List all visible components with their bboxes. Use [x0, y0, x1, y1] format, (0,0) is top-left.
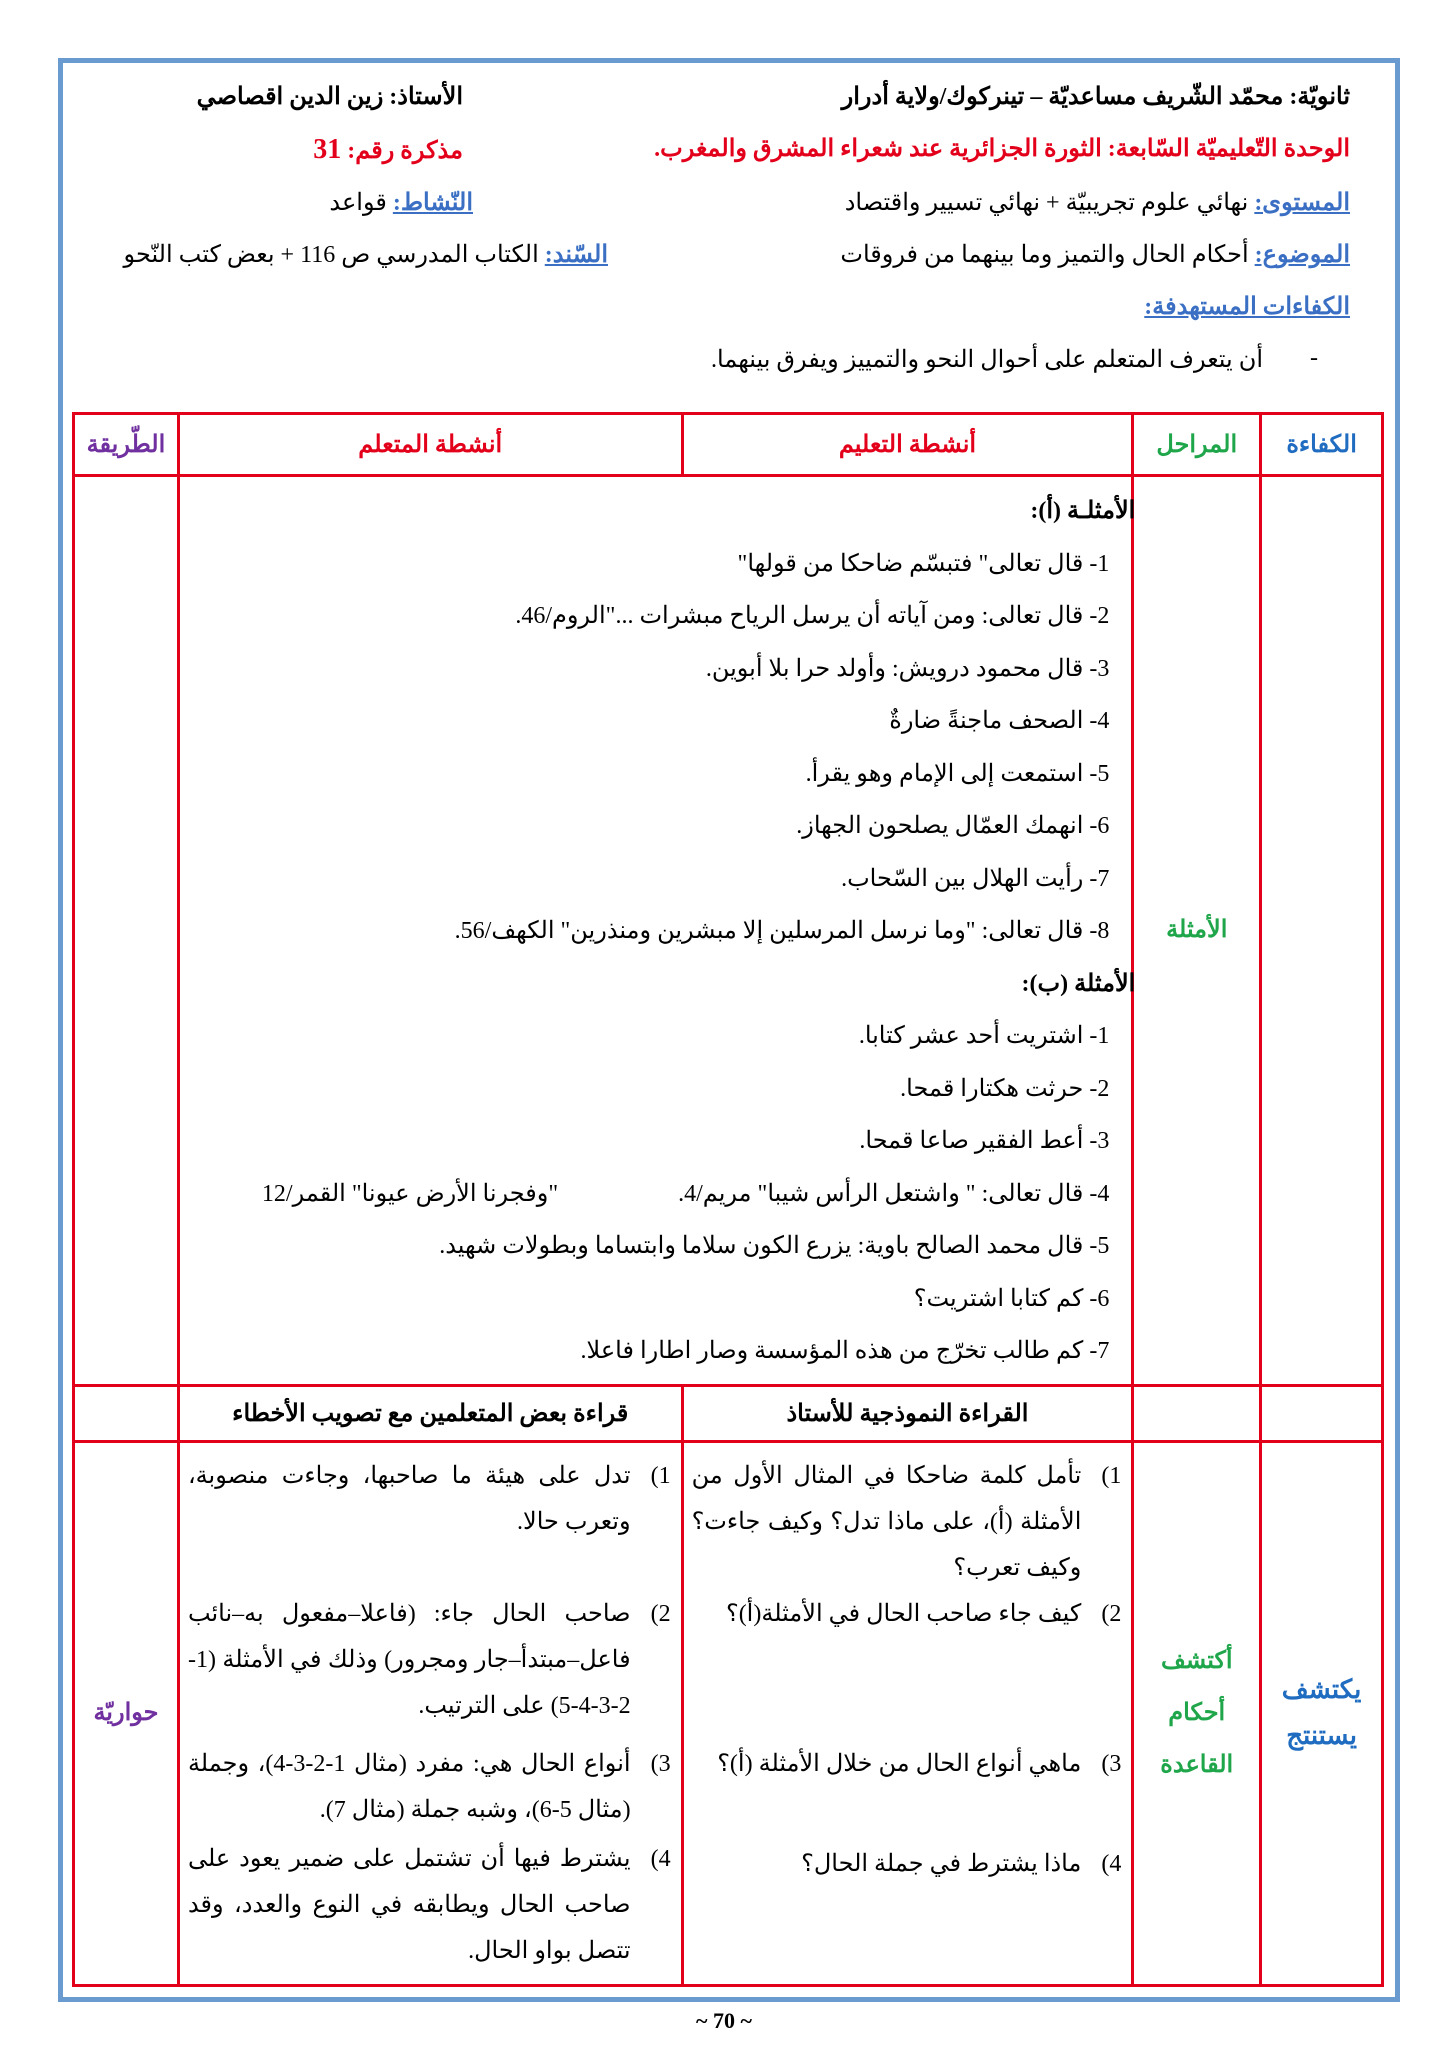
- answer-item: [188, 1591, 671, 1741]
- examples-a-title: الأمثلـة (أ):: [1030, 498, 1136, 524]
- answers-cell: [178, 1441, 682, 1985]
- example-text: 5- قال محمد الصالح باوية: يزرع الكون سلاما وابتساما وبطولات شهيد.: [439, 1233, 1110, 1259]
- example-text: 2- قال تعالى: ومن آياته أن يرسل الرياح مبشرات ..."الروم/46.: [515, 603, 1110, 629]
- question-item: [692, 1741, 1122, 1841]
- topic: [840, 240, 1350, 269]
- stage-examples: الأمثلة: [1133, 476, 1261, 1386]
- example-text: 1- اشتريت أحد عشر كتابا.: [858, 1023, 1110, 1049]
- example-item: [190, 905, 1109, 958]
- answer-item: [188, 1741, 671, 1836]
- example-item: [190, 853, 1109, 906]
- competencies-label: الكفاءات المستهدفة:: [1144, 294, 1350, 320]
- example-text: 7- رأيت الهلال بين السّحاب.: [841, 865, 1110, 892]
- competence-2: يستنتج: [1286, 1721, 1357, 1750]
- method-cell: حواريّة: [74, 1441, 179, 1985]
- answer-item: [188, 1836, 671, 1974]
- activity-value: قواعد: [329, 190, 387, 216]
- memo-value: 31: [313, 134, 342, 165]
- school-name: ثانويّة: محمّد الشّريف مساعديّة – تينركوك/ولاية أدرار: [841, 84, 1350, 110]
- page-number: ~ 70 ~: [696, 2008, 752, 2033]
- lesson-table: [72, 412, 1384, 1987]
- example-text: 1- قال تعالى" فتبسّم ضاحكا من قولها": [737, 550, 1110, 577]
- answer-text: تدل على هيئة ما صاحبها، وجاءت منصوبة، وتعرب حالا.: [187, 1462, 631, 1535]
- example-text: 2- حرثت هكتارا قمحا.: [900, 1075, 1110, 1102]
- example-item: [190, 1115, 1109, 1168]
- questions-cell: [682, 1441, 1133, 1985]
- question-item: [692, 1453, 1122, 1591]
- examples-cell: [178, 476, 1136, 1386]
- example-item: [190, 1168, 1109, 1221]
- example-text: 4- الصحف ماجنةً ضارةٌ: [889, 708, 1110, 734]
- competence-1: يكتشف: [1281, 1675, 1362, 1704]
- example-text: 5- استمعت إلى الإمام وهو يقرأ.: [805, 760, 1110, 787]
- learner-reading: قراءة بعض المتعلمين مع تصويب الأخطاء: [178, 1385, 682, 1441]
- examples-b-title: الأمثلة (ب):: [1021, 970, 1136, 997]
- example-text: 4- قال تعالى: " واشتعل الرأس شيبا" مريم/4.: [678, 1180, 1110, 1207]
- competency-text: أن يتعرف المتعلم على أحوال النحو والتمييز ويفرق بينهما.: [711, 347, 1263, 373]
- example-text: 3- أعط الفقير صاعا قمحا.: [859, 1128, 1110, 1154]
- example-text: 6- انهمك العمّال يصلحون الجهاز.: [796, 813, 1110, 839]
- reading-row: [74, 1385, 1383, 1441]
- question-number: 3): [1101, 1750, 1122, 1777]
- source-label: السّند:: [544, 242, 608, 268]
- stage-cell: [1133, 1441, 1261, 1985]
- question-item: [692, 1591, 1122, 1741]
- header-competence: الكفاءة: [1261, 414, 1383, 476]
- example-item: [190, 590, 1109, 643]
- example-extra: "وفجرنا الأرض عيونا" القمر/12: [261, 1180, 559, 1207]
- empty-cell: [1133, 1385, 1261, 1441]
- examples-row: [74, 476, 1383, 1386]
- answer-number: 2): [650, 1600, 671, 1627]
- question-item: [692, 1841, 1122, 1887]
- activity: [329, 188, 473, 217]
- example-item: [190, 1325, 1109, 1378]
- unit-title: الوحدة التّعليميّة السّابعة: الثورة الجزائرية عند شعراء المشرق والمغرب.: [654, 136, 1350, 162]
- question-number: 1): [1101, 1462, 1122, 1489]
- answer-text: صاحب الحال جاء: (فاعلا–مفعول به–نائب فاعل–مبتدأ–جار ومجرور) وذلك في الأمثلة (1-2-3-4-5) على الترتيب.: [187, 1600, 631, 1719]
- header-learner: أنشطة المتعلم: [178, 414, 682, 476]
- empty-cell: [1261, 476, 1383, 1386]
- header-stages: المراحل: [1133, 414, 1261, 476]
- teacher-reading: القراءة النموذجية للأستاذ: [682, 1385, 1133, 1441]
- example-item: [190, 695, 1109, 748]
- example-item: [190, 1063, 1109, 1116]
- example-item: [190, 1220, 1109, 1273]
- memo-number: [313, 134, 463, 166]
- example-text: 6- كم كتابا اشتريت؟: [913, 1285, 1110, 1312]
- example-text: 8- قال تعالى: "وما نرسل المرسلين إلا مبشرين ومنذرين" الكهف/56.: [454, 918, 1110, 944]
- header-method: الطّريقة: [74, 414, 179, 476]
- stage-2: أحكام: [1168, 1700, 1226, 1726]
- teacher-name: الأستاذ: زين الدين اقصاصي: [196, 84, 463, 110]
- empty-cell: [74, 476, 179, 1386]
- activity-label: النّشاط:: [392, 190, 473, 216]
- level: [845, 188, 1350, 217]
- stage-1: أكتشف: [1160, 1648, 1233, 1674]
- empty-cell: [74, 1385, 179, 1441]
- source: [124, 240, 608, 269]
- answer-text: أنواع الحال هي: مفرد (مثال 1-2-3-4)، وجملة (مثال 5-6)، وشبه جملة (مثال 7).: [187, 1750, 631, 1823]
- answer-number: 1): [650, 1462, 671, 1489]
- answer-number: 3): [650, 1750, 671, 1777]
- topic-value: أحكام الحال والتميز وما بينهما من فروقات: [840, 242, 1249, 268]
- level-label: المستوى:: [1254, 190, 1350, 216]
- example-item: [190, 800, 1109, 853]
- answer-number: 4): [650, 1845, 671, 1872]
- question-number: 4): [1101, 1850, 1122, 1877]
- answer-text: يشترط فيها أن تشتمل على ضمير يعود على صاحب الحال ويطابقه في النوع والعدد، وقد تتصل بواو الحال.: [187, 1845, 631, 1964]
- example-item: [190, 643, 1109, 696]
- competence-cell: [1261, 1441, 1383, 1985]
- question-text: تأمل كلمة ضاحكا في المثال الأول من الأمثلة (أ)، على ماذا تدل؟ وكيف جاءت؟ وكيف تعرب؟: [691, 1462, 1082, 1581]
- topic-label: الموضوع:: [1254, 242, 1350, 268]
- answer-item: [188, 1453, 671, 1591]
- example-item: [190, 748, 1109, 801]
- level-value: نهائي علوم تجريبيّة + نهائي تسيير واقتصاد: [844, 190, 1249, 216]
- empty-cell: [1261, 1385, 1383, 1441]
- competency-bullet: -: [1310, 345, 1318, 371]
- example-item: [190, 1010, 1109, 1063]
- question-text: ماذا يشترط في جملة الحال؟: [801, 1850, 1082, 1877]
- table-header-row: [74, 414, 1383, 476]
- discovery-row: [74, 1441, 1383, 1985]
- question-text: ماهي أنواع الحال من خلال الأمثلة (أ)؟: [717, 1750, 1082, 1777]
- example-text: 3- قال محمود درويش: وأولد حرا بلا أبوين.: [705, 655, 1110, 682]
- header-teaching: أنشطة التعليم: [682, 414, 1133, 476]
- example-item: [190, 538, 1109, 591]
- example-text: 7- كم طالب تخرّج من هذه المؤسسة وصار اطارا فاعلا.: [580, 1338, 1110, 1364]
- stage-3: القاعدة: [1160, 1752, 1234, 1778]
- question-number: 2): [1101, 1600, 1122, 1627]
- source-value: الكتاب المدرسي ص 116 + بعض كتب النّحو: [123, 242, 539, 268]
- memo-label: مذكرة رقم:: [347, 138, 463, 164]
- question-text: كيف جاء صاحب الحال في الأمثلة(أ)؟: [725, 1600, 1082, 1627]
- example-item: [190, 1273, 1109, 1326]
